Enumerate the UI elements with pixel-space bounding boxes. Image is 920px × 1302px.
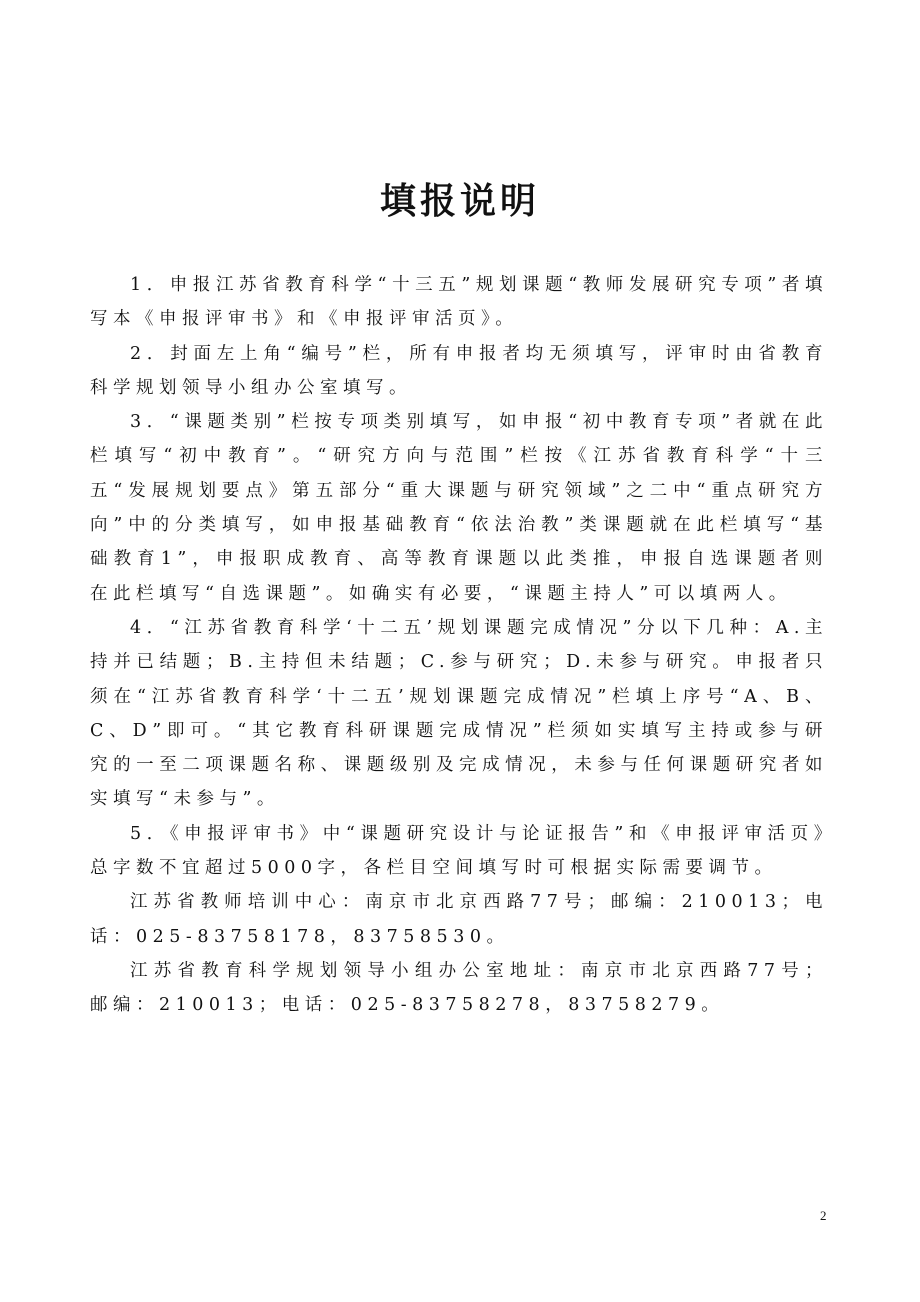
instructions-body	[90, 268, 828, 1023]
instruction-paragraph-5: 5．《申报评审书》中“课题研究设计与论证报告”和《申报评审活页》总字数不宜超过5000字，各栏目空间填写时可根据实际需要调节。	[90, 823, 828, 879]
page-title: 填报说明	[379, 181, 540, 222]
contact-paragraph-planning-office: 江苏省教育科学规划领导小组办公室地址：南京市北京西路77号；邮编：210013；电话：025-83758278，83758279。	[90, 960, 828, 1016]
instruction-paragraph-4: 4．“江苏省教育科学‘十二五’规划课题完成情况”分以下几种：A.主持并已结题；B.主持但未结题；C.参与研究；D.未参与研究。申报者只须在“江苏省教育科学‘十二五’规划课题完成情况”栏填上序号“A、B、C、D”即可。“其它教育科研课题完成情况”栏须如实填写主持或参与研究的一至二项课题名称、课题级别及完成情况，未参与任何课题研究者如实填写“未参与”。	[90, 617, 828, 810]
instruction-paragraph-2: 2．封面左上角“编号”栏，所有申报者均无须填写，评审时由省教育科学规划领导小组办公室填写。	[90, 343, 828, 398]
instruction-paragraph-1: 1．申报江苏省教育科学“十三五”规划课题“教师发展研究专项”者填写本《申报评审书》和《申报评审活页》。	[90, 275, 828, 330]
page-number: 2	[820, 1208, 827, 1223]
instruction-paragraph-3: 3．“课题类别”栏按专项类别填写，如申报“初中教育专项”者就在此栏填写“初中教育”。“研究方向与范围”栏按《江苏省教育科学“十三五“发展规划要点》第五部分“重大课题与研究领域”之二中“重点研究方向”中的分类填写，如申报基础教育“依法治教”类课题就在此栏填写“基础教育1”，申报职成教育、高等教育课题以此类推，申报自选课题者则在此栏填写“自选课题”。如确实有必要，“课题主持人”可以填两人。	[90, 412, 828, 604]
contact-paragraph-training-center: 江苏省教师培训中心：南京市北京西路77号；邮编：210013；电话：025-83758178，83758530。	[90, 892, 828, 947]
